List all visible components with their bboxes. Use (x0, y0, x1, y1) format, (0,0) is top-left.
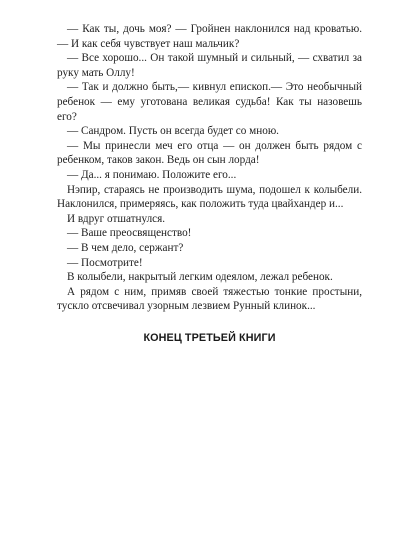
paragraph: В колыбели, накрытый легким одеялом, лежал ребенок. (67, 271, 333, 284)
paragraph: — Сандром. Пусть он всегда будет со мною. (67, 125, 279, 138)
paragraph: И вдруг отшатнулся. (67, 212, 166, 225)
paragraph: — Да... я понимаю. Положите его... (67, 168, 237, 181)
paragraph: А рядом с ним, примяв своей тяжестью тонкие простыни, тускло отсвечивал узорным лезвием Рунный клинок... (57, 285, 362, 313)
end-of-book-heading: КОНЕЦ ТРЕТЬЕЙ КНИГИ (143, 331, 276, 344)
paragraph: Нэпир, стараясь не производить шума, подошел к колыбели. Наклонился, примеряясь, как положить туда цвайхандер и... (57, 183, 362, 211)
paragraph: — Так и должно быть,— кивнул епископ.— Это необычный ребенок — ему уготована великая судьба! Как ты назовешь его? (57, 81, 362, 123)
paragraph: — Ваше преосвященство! (67, 227, 192, 240)
paragraph: — Посмотрите! (67, 256, 143, 269)
paragraph: — Все хорошо... Он такой шумный и сильный, — схватил за руку мать Оллу! (57, 52, 362, 79)
paragraph: — Мы принесли меч его отца — он должен быть рядом с ребенком, таков закон. Ведь он сын лорда! (57, 139, 362, 167)
book-page (57, 22, 362, 345)
paragraph: — Как ты, дочь моя? — Гройнен наклонился над кроватью.— И как себя чувствует наш мальчик? (57, 23, 362, 50)
paragraph: — В чем дело, сержант? (67, 241, 184, 254)
